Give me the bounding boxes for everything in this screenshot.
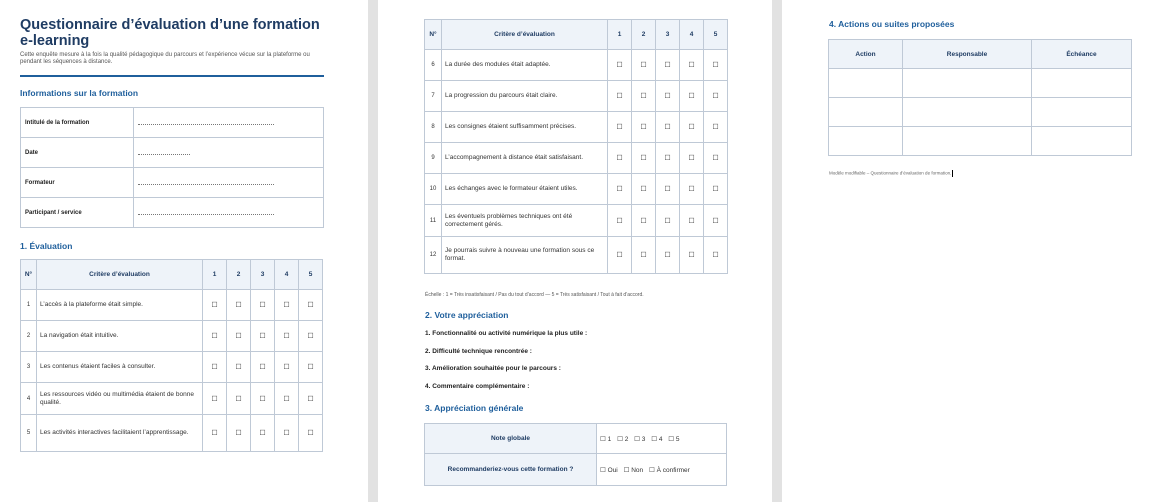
criterion-number: 11 [425,205,442,237]
criterion-number: 3 [21,352,37,383]
score-checkbox-3[interactable]: ☐ [251,290,275,321]
criterion-header: Critère d’évaluation [37,260,203,290]
score-checkbox-4[interactable]: ☐ [275,415,299,452]
score-checkbox-1[interactable]: ☐ [203,352,227,383]
table-row [21,352,323,383]
score-checkbox-2[interactable]: ☐ [227,321,251,352]
table-row [425,454,727,486]
score-checkbox-3[interactable]: ☐ [251,383,275,415]
question-technical-difficulty: 2. Difficulté technique rencontrée : [425,348,532,355]
score-checkbox-4[interactable]: ☐ [680,237,704,274]
num-header: N° [21,260,37,290]
page-gutter [368,0,378,502]
score-checkbox-1[interactable]: ☐ [608,50,632,81]
score-checkbox-1[interactable]: ☐ [608,205,632,237]
criterion-text: Les activités interactives facilitaient l’apprentissage. [37,415,203,452]
info-label: Intitulé de la formation [21,108,134,138]
score-checkbox-4[interactable]: ☐ [680,112,704,143]
criterion-text: Les consignes étaient suffisamment précises. [442,112,608,143]
global-score-options [597,424,727,454]
deadline-cell[interactable] [1032,98,1132,127]
info-row [21,138,324,168]
criterion-text: Les contenus étaient faciles à consulter. [37,352,203,383]
deadline-cell[interactable] [1032,69,1132,98]
score-checkbox-5[interactable]: ☐ [299,383,323,415]
score-checkbox-5[interactable]: ☐ [704,205,728,237]
table-row [21,415,323,452]
table-row [425,112,728,143]
criterion-number: 10 [425,174,442,205]
evaluation-heading: 1. Évaluation [20,241,73,251]
document-title: Questionnaire d’évaluation d’une formation e-learning [20,17,320,49]
responsible-cell[interactable] [903,127,1032,156]
score-checkbox-3[interactable]: ☐ [656,237,680,274]
score-checkbox-1[interactable]: ☐ [608,81,632,112]
question-useful-feature: 1. Fonctionnalité ou activité numérique la plus utile : [425,330,588,337]
deadline-header: Échéance [1032,40,1132,69]
criterion-number: 8 [425,112,442,143]
score-checkbox-4[interactable]: ☐ [680,143,704,174]
criterion-number: 2 [21,321,37,352]
table-row [21,383,323,415]
score-checkbox-3[interactable]: ☐ [656,112,680,143]
action-cell[interactable] [829,69,903,98]
table-header-row [21,260,323,290]
score-header: 1 [608,20,632,50]
score-header: 3 [656,20,680,50]
criterion-number: 5 [21,415,37,452]
appreciation-heading: 2. Votre appréciation [425,310,509,320]
score-checkbox-3[interactable]: ☐ [656,50,680,81]
action-header: Action [829,40,903,69]
score-checkbox-4[interactable]: ☐ [680,205,704,237]
recommend-no[interactable]: ☐ Non [623,466,644,474]
scale-note: Échelle : 1 = Très insatisfaisant / Pas du tout d’accord — 5 = Très satisfaisant / Tout à fait d’accord. [425,292,644,298]
score-option-2[interactable]: ☐ 2 [617,435,629,443]
score-checkbox-4[interactable]: ☐ [275,352,299,383]
score-checkbox-4[interactable]: ☐ [275,383,299,415]
criterion-number: 6 [425,50,442,81]
course-title-field[interactable] [134,108,324,138]
score-option-1[interactable]: ☐ 1 [600,435,612,443]
score-checkbox-2[interactable]: ☐ [227,415,251,452]
date-field[interactable] [134,138,324,168]
action-cell[interactable] [829,127,903,156]
score-checkbox-1[interactable]: ☐ [608,143,632,174]
score-checkbox-4[interactable]: ☐ [680,174,704,205]
table-row [425,143,728,174]
action-cell[interactable] [829,98,903,127]
criterion-text: La progression du parcours était claire. [442,81,608,112]
criterion-text: La durée des modules était adaptée. [442,50,608,81]
score-checkbox-3[interactable]: ☐ [251,415,275,452]
score-checkbox-2[interactable]: ☐ [632,237,656,274]
responsible-header: Responsable [903,40,1032,69]
footer-note [829,170,953,177]
score-checkbox-5[interactable]: ☐ [299,290,323,321]
score-checkbox-2[interactable]: ☐ [227,290,251,321]
score-checkbox-2[interactable]: ☐ [632,81,656,112]
global-score-label: Note globale [425,424,597,454]
table-header-row [425,20,728,50]
score-checkbox-1[interactable]: ☐ [608,237,632,274]
criterion-text: L’accompagnement à distance était satisfaisant. [442,143,608,174]
document-page-1 [0,0,368,502]
criterion-header: Critère d’évaluation [442,20,608,50]
criterion-text: La navigation était intuitive. [37,321,203,352]
score-checkbox-5[interactable]: ☐ [299,321,323,352]
page-gutter [772,0,782,502]
criterion-text: L’accès à la plateforme était simple. [37,290,203,321]
info-label: Participant / service [21,198,134,228]
score-checkbox-1[interactable]: ☐ [203,383,227,415]
table-row [425,237,728,274]
score-header: 1 [203,260,227,290]
score-checkbox-3[interactable]: ☐ [656,143,680,174]
score-checkbox-2[interactable]: ☐ [632,112,656,143]
general-table [424,423,727,486]
info-row [21,198,324,228]
num-header: N° [425,20,442,50]
trainer-field[interactable] [134,168,324,198]
criterion-text: Les ressources vidéo ou multimédia étaient de bonne qualité. [37,383,203,415]
criterion-number: 12 [425,237,442,274]
text-cursor [952,170,953,177]
score-checkbox-5[interactable]: ☐ [704,81,728,112]
score-checkbox-2[interactable]: ☐ [632,205,656,237]
table-row [829,98,1132,127]
score-checkbox-1[interactable]: ☐ [608,112,632,143]
criterion-text: Les échanges avec le formateur étaient utiles. [442,174,608,205]
score-checkbox-5[interactable]: ☐ [704,112,728,143]
criterion-number: 7 [425,81,442,112]
score-checkbox-1[interactable]: ☐ [203,290,227,321]
question-comment: 4. Commentaire complémentaire : [425,383,530,390]
score-checkbox-2[interactable]: ☐ [227,383,251,415]
info-row [21,108,324,138]
info-heading: Informations sur la formation [20,88,139,98]
recommend-tbc[interactable]: ☐ À confirmer [648,466,690,474]
score-checkbox-3[interactable]: ☐ [251,321,275,352]
table-row [425,50,728,81]
score-checkbox-1[interactable]: ☐ [203,321,227,352]
criterion-text: Je pourrais suivre à nouveau une formation sous ce format. [442,237,608,274]
score-checkbox-5[interactable]: ☐ [704,143,728,174]
score-checkbox-5[interactable]: ☐ [299,415,323,452]
document-subtitle: Cette enquête mesure à la fois la qualité pédagogique du parcours et l’expérience vécue sur la plateforme ou pendant les séquences à distance. [20,52,310,65]
score-checkbox-4[interactable]: ☐ [275,321,299,352]
score-checkbox-1[interactable]: ☐ [608,174,632,205]
question-improvement: 3. Amélioration souhaitée pour le parcours : [425,365,561,372]
score-checkbox-5[interactable]: ☐ [299,352,323,383]
score-checkbox-3[interactable]: ☐ [251,352,275,383]
score-checkbox-4[interactable]: ☐ [275,290,299,321]
score-checkbox-4[interactable]: ☐ [680,50,704,81]
score-checkbox-1[interactable]: ☐ [203,415,227,452]
score-header: 4 [680,20,704,50]
criterion-number: 1 [21,290,37,321]
score-checkbox-3[interactable]: ☐ [656,81,680,112]
score-checkbox-5[interactable]: ☐ [704,50,728,81]
score-header: 2 [227,260,251,290]
table-row [425,174,728,205]
responsible-cell[interactable] [903,98,1032,127]
score-checkbox-2[interactable]: ☐ [632,50,656,81]
table-row [425,205,728,237]
score-checkbox-4[interactable]: ☐ [680,81,704,112]
info-label: Date [21,138,134,168]
recommend-yes[interactable]: ☐ Oui [600,466,618,474]
title-divider [20,75,324,77]
score-header: 2 [632,20,656,50]
criterion-text: Les éventuels problèmes techniques ont été correctement gérés. [442,205,608,237]
score-checkbox-5[interactable]: ☐ [704,174,728,205]
deadline-cell[interactable] [1032,127,1132,156]
actions-table [828,39,1132,156]
score-checkbox-3[interactable]: ☐ [656,174,680,205]
info-label: Formateur [21,168,134,198]
general-heading: 3. Appréciation générale [425,403,524,413]
score-checkbox-2[interactable]: ☐ [632,174,656,205]
recommend-options [597,454,727,486]
score-option-4[interactable]: ☐ 4 [651,435,663,443]
table-row [21,290,323,321]
info-table [20,107,324,228]
table-row [829,127,1132,156]
score-option-3[interactable]: ☐ 3 [634,435,646,443]
actions-heading: 4. Actions ou suites proposées [829,19,955,29]
table-row [425,81,728,112]
table-row [425,424,727,454]
table-row [829,69,1132,98]
score-checkbox-3[interactable]: ☐ [656,205,680,237]
responsible-cell[interactable] [903,69,1032,98]
participant-field[interactable] [134,198,324,228]
score-checkbox-2[interactable]: ☐ [632,143,656,174]
info-row [21,168,324,198]
score-checkbox-5[interactable]: ☐ [704,237,728,274]
score-header: 3 [251,260,275,290]
evaluation-table [20,259,323,452]
criterion-number: 9 [425,143,442,174]
score-option-5[interactable]: ☐ 5 [668,435,680,443]
recommend-label: Recommanderiez-vous cette formation ? [425,454,597,486]
criterion-number: 4 [21,383,37,415]
table-row [21,321,323,352]
table-header-row [829,40,1132,69]
score-checkbox-2[interactable]: ☐ [227,352,251,383]
footer-note-text: Modèle modifiable – Questionnaire d’évaluation de formation. [829,170,952,176]
score-header: 5 [704,20,728,50]
score-header: 5 [299,260,323,290]
score-header: 4 [275,260,299,290]
evaluation-table-continued [424,19,728,274]
